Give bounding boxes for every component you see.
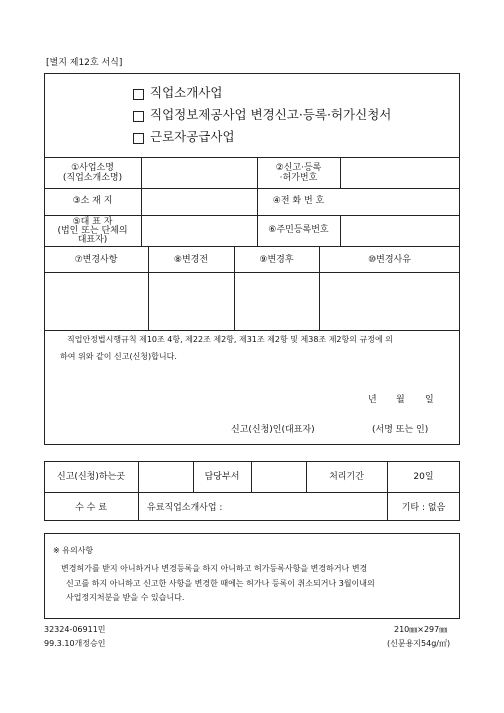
checkbox-labor-supply[interactable] <box>133 133 144 144</box>
fee-value: 유료직업소개사업 : <box>147 503 223 513</box>
label-submit-to: 신고(신청)하는곳 <box>57 472 125 482</box>
submit-to-field[interactable] <box>139 462 192 491</box>
business-name-field[interactable] <box>142 158 256 187</box>
label-representative-sub2: 대표자) <box>77 235 108 245</box>
phone-field[interactable] <box>341 189 459 214</box>
form-reference: [별지 제12호 서식] <box>46 58 123 68</box>
before-field[interactable] <box>149 273 233 329</box>
resident-no-field[interactable] <box>341 216 459 245</box>
notice-line2: 신고를 하지 아니하고 신고한 사항을 변경한 때에는 허가나 등록이 취소되거나 3월이내의 <box>66 579 375 588</box>
notice-heading: ※ 유의사항 <box>53 546 94 555</box>
label-fee: 수 수 료 <box>75 503 107 513</box>
label-phone: ④전 화 번 호 <box>272 196 325 206</box>
footer-approval: 99.3.10개정승인 <box>44 639 106 648</box>
header-reason: ⑩변경사유 <box>368 255 411 265</box>
address-field[interactable] <box>142 189 256 214</box>
reason-field[interactable] <box>320 273 459 329</box>
statement-line2: 하여 위와 같이 신고(신청)합니다. <box>60 352 177 361</box>
notice-line1: 변경허가를 받지 아니하거나 변경등록을 하지 아니하고 허가등록사항을 변경하거나 변경 <box>61 564 368 573</box>
footer-code: 32324-06911민 <box>44 625 106 634</box>
header-change-item: ⑦변경사항 <box>74 255 118 265</box>
label-representative: ⑤대 표 자 <box>72 217 113 227</box>
change-item-field[interactable] <box>45 273 147 329</box>
signature-label: (서명 또는 인) <box>372 425 429 435</box>
label-representative-sub1: (법인 또는 단체의 <box>57 226 128 236</box>
header-after: ⑨변경후 <box>259 255 294 265</box>
notice-box <box>44 533 460 619</box>
label-business-name: ①사업소명 <box>71 163 114 173</box>
title-job-info: 직업정보제공사업 변경신고·등록·허가신청서 <box>150 107 392 122</box>
label-dept: 담당부서 <box>204 472 240 482</box>
notice-line3: 사업정지처분을 받을 수 있습니다. <box>66 593 185 602</box>
period-value: 20일 <box>413 472 434 482</box>
title-job-placement: 직업소개사업 <box>150 85 223 100</box>
header-before: ⑧변경전 <box>173 255 209 265</box>
label-resident-no: ⑥주민등록번호 <box>268 225 329 235</box>
statement-line1: 직업안정법시행규칙 제10조 4항, 제22조 제2항, 제31조 제2항 및 제38조 제2항의 규정에 의 <box>67 335 393 344</box>
checkbox-job-placement[interactable] <box>133 89 144 100</box>
label-address: ③소 재 지 <box>72 196 113 206</box>
after-field[interactable] <box>235 273 318 329</box>
reg-no-field[interactable] <box>341 158 459 187</box>
dept-field[interactable] <box>252 462 305 491</box>
title-labor-supply: 근로자공급사업 <box>150 129 235 144</box>
label-business-name-sub: (직업소개소명) <box>62 173 123 183</box>
applicant-label: 신고(신청)인(대표자) <box>231 425 315 435</box>
date-day: 일 <box>425 395 434 405</box>
label-reg-no-sub: ·허가번호 <box>279 173 318 183</box>
label-period: 처리기간 <box>329 472 364 482</box>
footer-size: 210㎜×297㎜ <box>394 625 448 634</box>
checkbox-job-info[interactable] <box>133 111 144 122</box>
fee-other: 기타 : 없음 <box>401 503 446 513</box>
label-reg-no: ②신고·등록 <box>275 163 322 173</box>
date-month: 월 <box>396 395 405 405</box>
footer-paper: (신문용지54g/㎡) <box>387 639 451 648</box>
representative-field[interactable] <box>142 216 256 245</box>
date-year: 년 <box>368 395 377 405</box>
